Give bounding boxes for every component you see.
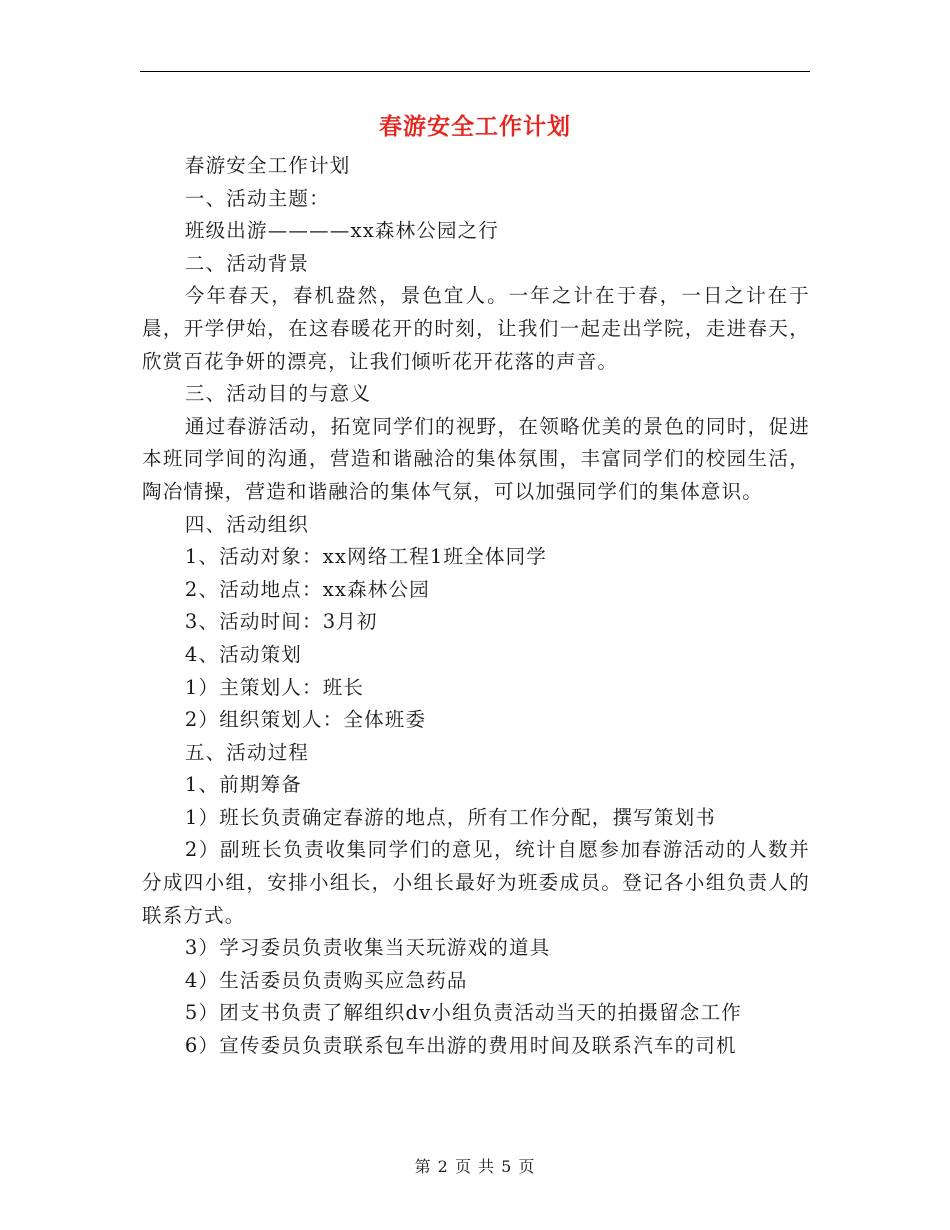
paragraph: 班级出游————xx森林公园之行 (184, 219, 500, 243)
paragraph: 1）班长负责确定春游的地点，所有工作分配，撰写策划书 (184, 805, 716, 829)
paragraph: 1、前期筹备 (184, 773, 302, 797)
paragraph: 1、活动对象：xx网络工程1班全体同学 (184, 545, 547, 569)
paragraph: 二、活动背景 (184, 251, 310, 275)
header-rule (140, 71, 810, 72)
paragraph: 一、活动主题： (184, 186, 330, 210)
paragraph: 3、活动时间：3月初 (184, 610, 378, 634)
paragraph: 通过春游活动，拓宽同学们的视野，在领略优美的景色的同时，促进本班同学间的沟通，营造和谐融洽的集体氛围，丰富同学们的校园生活，陶冶情操，营造和谐融洽的集体气氛，可以加强同学们的集体意识。 (142, 414, 810, 503)
paragraph: 2）副班长负责收集同学们的意见，统计自愿参加春游活动的人数并分成四小组，安排小组长，小组长最好为班委成员。登记各小组负责人的联系方式。 (142, 838, 810, 927)
paragraph: 2、活动地点：xx森林公园 (184, 577, 430, 601)
document-body (142, 150, 810, 1063)
paragraph: 1）主策划人：班长 (184, 675, 365, 699)
paragraph: 四、活动组织 (184, 512, 310, 536)
paragraph: 三、活动目的与意义 (184, 382, 372, 406)
paragraph: 春游安全工作计划 (184, 154, 351, 177)
paragraph: 3）学习委员负责收集当天玩游戏的道具 (184, 936, 551, 960)
paragraph: 今年春天，春机盎然，景色宜人。一年之计在于春，一日之计在于晨，开学伊始，在这春暖花开的时刻，让我们一起走出学院，走进春天，欣赏百花争妍的漂亮，让我们倾听花开花落的声音。 (142, 284, 810, 373)
paragraph: 6）宣传委员负责联系包车出游的费用时间及联系汽车的司机 (184, 1034, 737, 1058)
page-footer: 第 2 页 共 5 页 (414, 1157, 536, 1176)
paragraph: 五、活动过程 (184, 740, 310, 764)
document-title: 春游安全工作计划 (379, 114, 571, 140)
paragraph: 5）团支书负责了解组织dv小组负责活动当天的拍摄留念工作 (184, 1001, 742, 1025)
paragraph: 4、活动策划 (184, 642, 302, 666)
paragraph: 2）组织策划人：全体班委 (184, 708, 427, 732)
paragraph: 4）生活委员负责购买应急药品 (184, 968, 468, 992)
